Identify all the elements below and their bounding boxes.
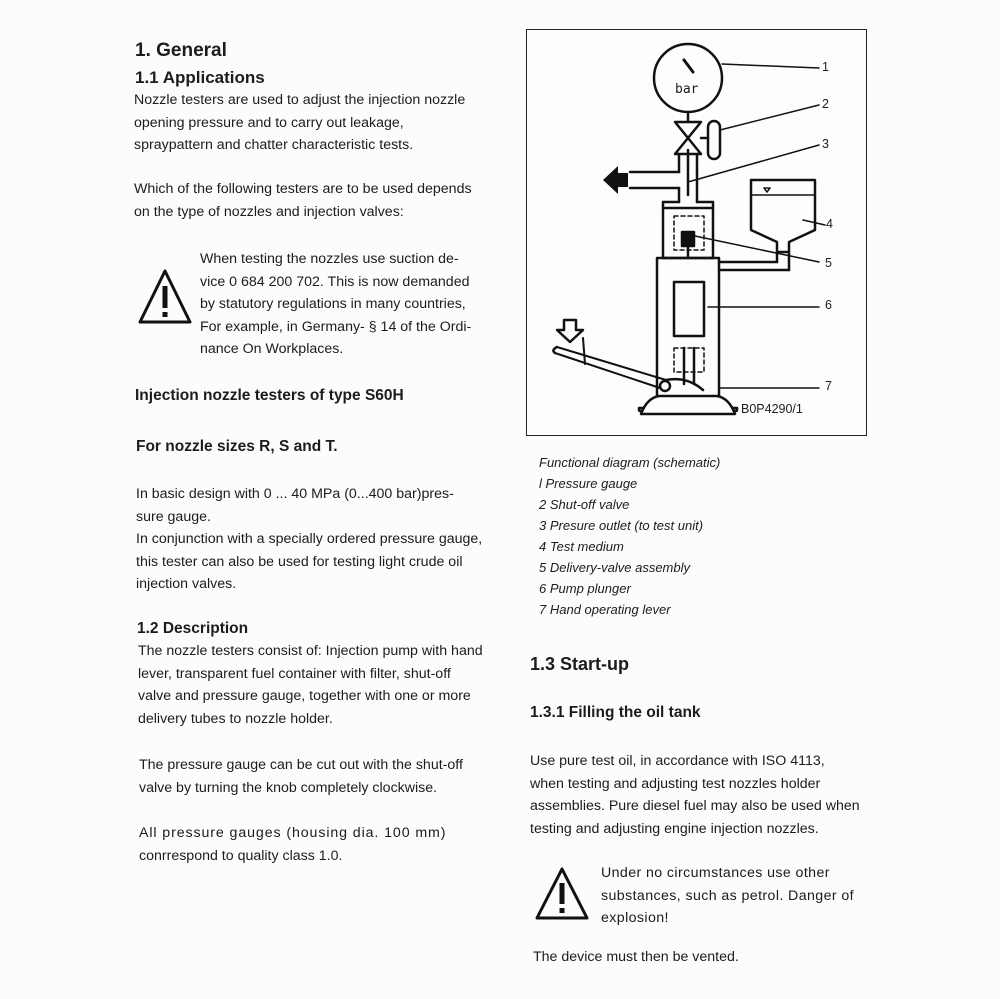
caption-title: Functional diagram (schematic) [539,455,721,470]
caption-item: 4 Test medium [539,539,624,554]
pressure-gauge [654,44,722,112]
callout-2: 2 [822,97,829,111]
warning-suction-device: When testing the nozzles use suction de- vice 0 684 200 702. This is now demanded by statutory regulations in many countries, For example, in Germany- § 14 of the Ordi- nance On Workplaces. [200,251,472,357]
heading-startup: 1.3 Start-up [530,654,630,674]
caption-item: 2 Shut-off valve [539,497,630,512]
warning-other-substances: Under no circumstances use other substances, such as petrol. Danger of explosion! [601,865,854,926]
callout-5: 5 [825,256,832,270]
heading-testers-s60h: Injection nozzle testers of type S60H [135,387,404,404]
caption-item: l Pressure gauge [539,476,638,491]
heading-filling-oil-tank: 1.3.1 Filling the oil tank [530,704,701,721]
heading-general: 1. General [135,40,227,61]
heading-applications: 1.1 Applications [135,68,265,87]
paragraph-depends: Which of the following testers are to be used depends on the type of nozzles and injection valves: [134,181,472,220]
outlet-arrow-icon [603,166,628,194]
paragraph-basic-design: In basic design with 0 ... 40 MPa (0...400 bar)pres- sure gauge. In conjunction with a specially ordered pressure gauge, this tester can also be used for testing light crude oil injection valves. [136,486,483,592]
paragraph-test-oil: Use pure test oil, in accordance with ISO 4113, when testing and adjusting test nozzles holder assemblies. Pure diesel fuel may also be used when testing and adjusting engine injection nozzles. [530,753,860,837]
caption-item: 7 Hand operating lever [539,602,671,617]
gauge-unit-label: bar [675,82,699,97]
warning-triangle-icon [137,268,193,326]
diagram-caption [539,452,720,620]
diagram-code: B0P4290/1 [741,402,803,416]
paragraph-intro: Nozzle testers are used to adjust the injection nozzle opening pressure and to carry out leakage, spraypattern and chatter characteristic tests. [134,92,466,153]
callout-7: 7 [825,379,832,393]
callout-3: 3 [822,137,829,151]
caption-item: 6 Pump plunger [539,581,631,596]
callout-1: 1 [822,60,829,74]
paragraph-vented: The device must then be vented. [533,949,739,965]
caption-item: 5 Delivery-valve assembly [539,560,690,575]
paragraph-description: The nozzle testers consist of: Injection pump with hand lever, transparent fuel container with filter, shut-off valve and pressure gauge, together with one or more delivery tubes to nozzle holder. [138,643,483,727]
functional-diagram [526,29,867,436]
warning-triangle-icon [534,866,590,922]
caption-item: 3 Presure outlet (to test unit) [539,518,704,533]
paragraph-quality-class: All pressure gauges (housing dia. 100 mm) conrrespond to quality class 1.0. [139,825,447,864]
heading-description: 1.2 Description [137,620,249,637]
shutoff-valve-knob [708,121,720,159]
callout-6: 6 [825,298,832,312]
callout-4: 4 [826,217,833,231]
heading-nozzle-sizes: For nozzle sizes R, S and T. [136,438,338,455]
paragraph-shutoff: The pressure gauge can be cut out with the shut-off valve by turning the knob completely clockwise. [139,757,463,796]
